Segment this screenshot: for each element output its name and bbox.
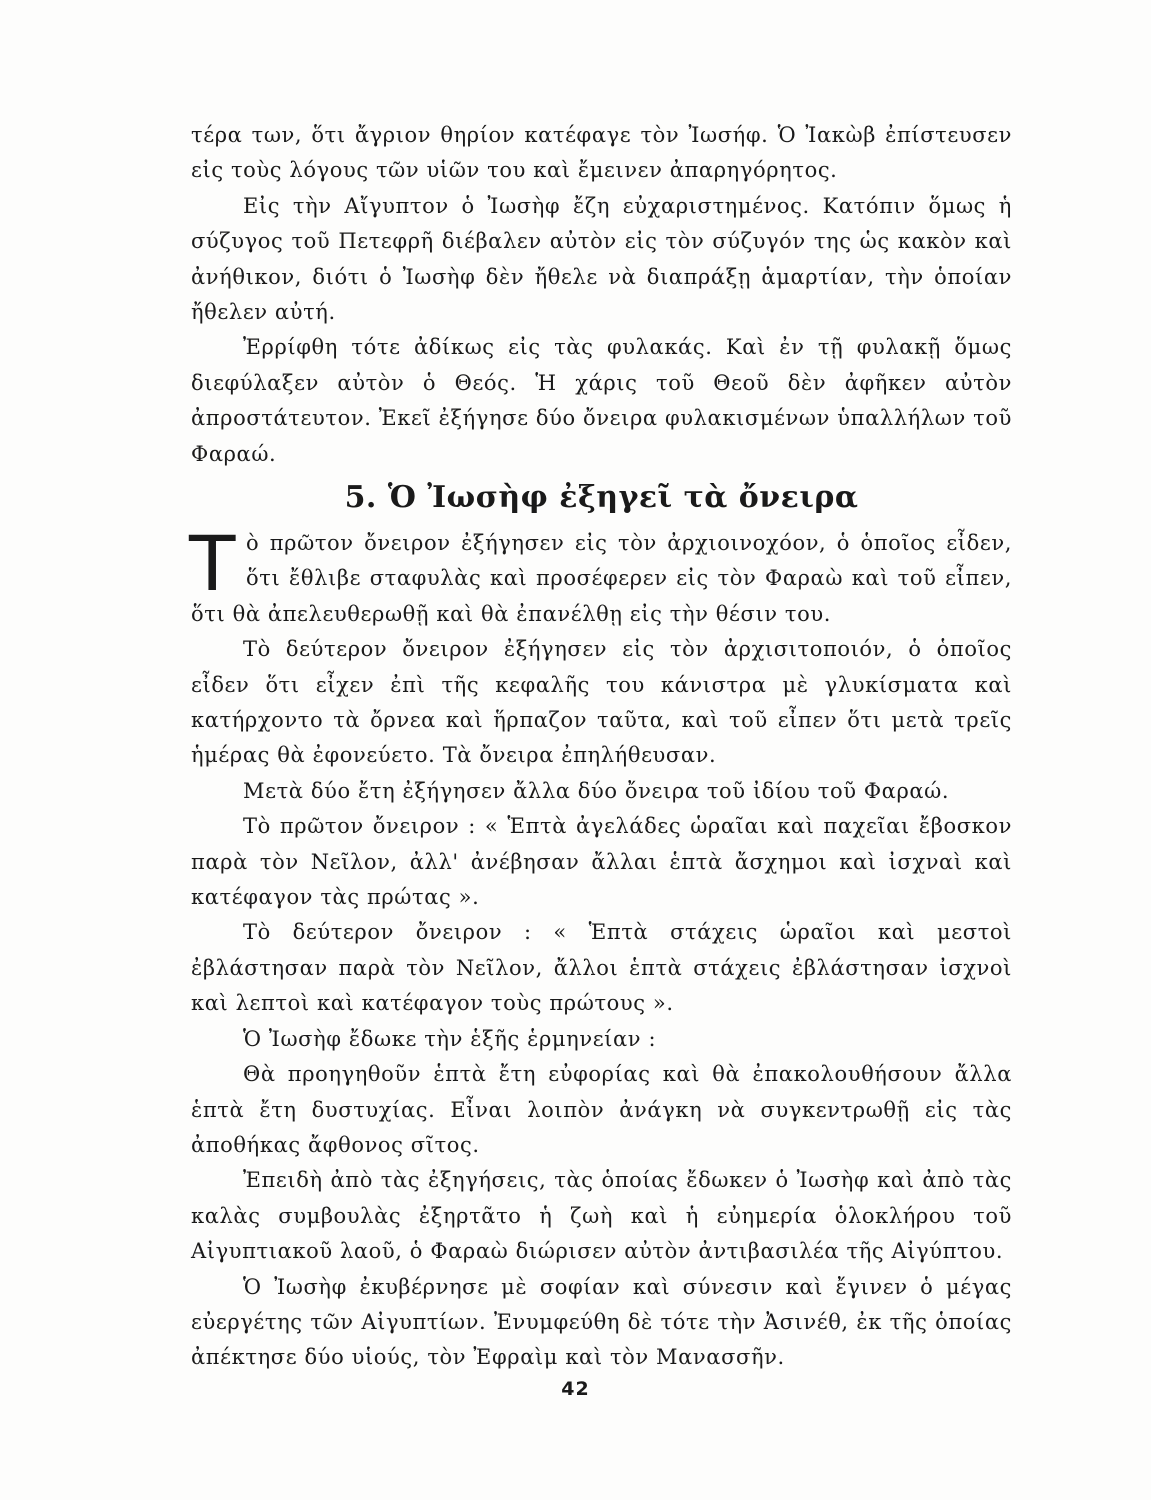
paragraph: Τὸ δεύτερον ὄνειρον : « Ἑπτὰ στάχεις ὡραῖοι καὶ μεστοὶ ἐβλάστησαν παρὰ τὸν Νεῖλον, ἄλλοι ἑπτὰ στάχεις ἐβλάστησαν ἰσχνοὶ καὶ λεπτοὶ καὶ κατέφαγον τοὺς πρώτους ». [191, 920, 1012, 1016]
paragraph: Θὰ προηγηθοῦν ἑπτὰ ἔτη εὐφορίας καὶ θὰ ἐπακολουθήσουν ἄλλα ἑπτὰ ἔτη δυστυχίας. Εἶναι λοιπὸν ἀνάγκη νὰ συγκεντρωθῇ εἰς τὰς ἀποθήκας ἄφθονος σῖτος. [191, 1062, 1012, 1157]
paragraph: Ὁ Ἰωσὴφ ἔδωκε τὴν ἑξῆς ἑρμηνείαν : [243, 1026, 657, 1051]
bottom-text-block [189, 519, 1012, 1376]
paragraph: Τὸ πρῶτον ὄνειρον : « Ἑπτὰ ἀγελάδες ὡραῖαι καὶ παχεῖαι ἔβοσκον παρὰ τὸν Νεῖλον, ἀλλ' ἀνέβησαν ἄλλαι ἑπτὰ ἄσχημοι καὶ ἰσχναὶ καὶ κατέφαγον τὰς πρώτας ». [191, 814, 1012, 910]
section-heading: 5. Ὁ Ἰωσὴφ ἐξηγεῖ τὰ ὄνειρα [344, 480, 859, 515]
paragraph: Μετὰ δύο ἔτη ἐξήγησεν ἄλλα δύο ὄνειρα τοῦ ἰδίου τοῦ Φαραώ. [243, 778, 950, 803]
paragraph-continued: τέρα των, ὅτι ἄγριον θηρίον κατέφαγε τὸν Ἰωσήφ. Ὁ Ἰακὼβ ἐπίστευσεν εἰς τοὺς λόγους τῶν υἱῶν του καὶ ἔμεινεν ἀπαρηγόρητος. [191, 123, 1012, 183]
paragraph: Τὸ δεύτερον ὄνειρον ἐξήγησεν εἰς τὸν ἀρχισιτοποιόν, ὁ ὁποῖος εἶδεν ὅτι εἶχεν ἐπὶ τῆς κεφαλῆς του κάνιστρα μὲ γλυκίσματα καὶ κατήρχοντο τὰ ὄρνεα καὶ ἥρπαζον ταῦτα, καὶ τοῦ εἶπεν ὅτι μετὰ τρεῖς ἡμέρας θὰ ἐφονεύετο. Τὰ ὄνειρα ἐπηλήθευσαν. [191, 637, 1012, 768]
paragraph: Εἰς τὴν Αἴγυπτον ὁ Ἰωσὴφ ἔζη εὐχαριστημένος. Κατόπιν ὅμως ἡ σύζυγος τοῦ Πετεφρῆ διέβαλεν αὐτὸν εἰς τὸν σύζυγόν της ὡς κακὸν καὶ ἀνήθικον, διότι ὁ Ἰωσὴφ δὲν ἤθελε νὰ διαπράξῃ ἁμαρτίαν, τὴν ὁποίαν ἤθελεν αὐτή. [191, 193, 1012, 325]
first-paragraph-text: ὸ πρῶτον ὄνειρον ἐξήγησεν εἰς τὸν ἀρχιοινοχόον, ὁ ὁποῖος εἶδεν, ὅτι ἔθλιβε σταφυλὰς καὶ προσέφερεν εἰς τὸν Φαραὼ καὶ τοῦ εἶπεν, ὅτι θὰ ἀπελευθερωθῇ καὶ θὰ ἐπανέλθῃ εἰς τὴν θέσιν του. [191, 531, 1012, 626]
top-text-block [191, 118, 1012, 472]
drop-cap-letter: Τ [189, 519, 237, 608]
paragraph: Ἐρρίφθη τότε ἀδίκως εἰς τὰς φυλακάς. Καὶ ἐν τῇ φυλακῇ ὅμως διεφύλαξεν αὐτὸν ὁ Θεός. Ἡ χάρις τοῦ Θεοῦ δὲν ἀφῆκεν αὐτὸν ἀπροστάτευτον. Ἐκεῖ ἐξήγησε δύο ὄνειρα φυλακισμένων ὑπαλλήλων τοῦ Φαραώ. [191, 335, 1012, 466]
paragraph: Ὁ Ἰωσὴφ ἐκυβέρνησε μὲ σοφίαν καὶ σύνεσιν καὶ ἔγινεν ὁ μέγας εὐεργέτης τῶν Αἰγυπτίων. Ἐνυμφεύθη δὲ τότε τὴν Ἀσινέθ, ἐκ τῆς ὁποίας ἀπέκτησε δύο υἱούς, τὸν Ἐφραὶμ καὶ τὸν Μανασσῆν. [191, 1274, 1012, 1370]
paragraph: Ἐπειδὴ ἀπὸ τὰς ἐξηγήσεις, τὰς ὁποίας ἔδωκεν ὁ Ἰωσὴφ καὶ ἀπὸ τὰς καλὰς συμβουλὰς ἐξηρτᾶτο ἡ ζωὴ καὶ ἡ εὐημερία ὁλοκλήρου τοῦ Αἰγυπτιακοῦ λαοῦ, ὁ Φαραὼ διώρισεν αὐτὸν ἀντιβασιλέα τῆς Αἰγύπτου. [191, 1168, 1012, 1264]
page-number: 42 [561, 1378, 590, 1400]
first-paragraph [189, 519, 1012, 632]
